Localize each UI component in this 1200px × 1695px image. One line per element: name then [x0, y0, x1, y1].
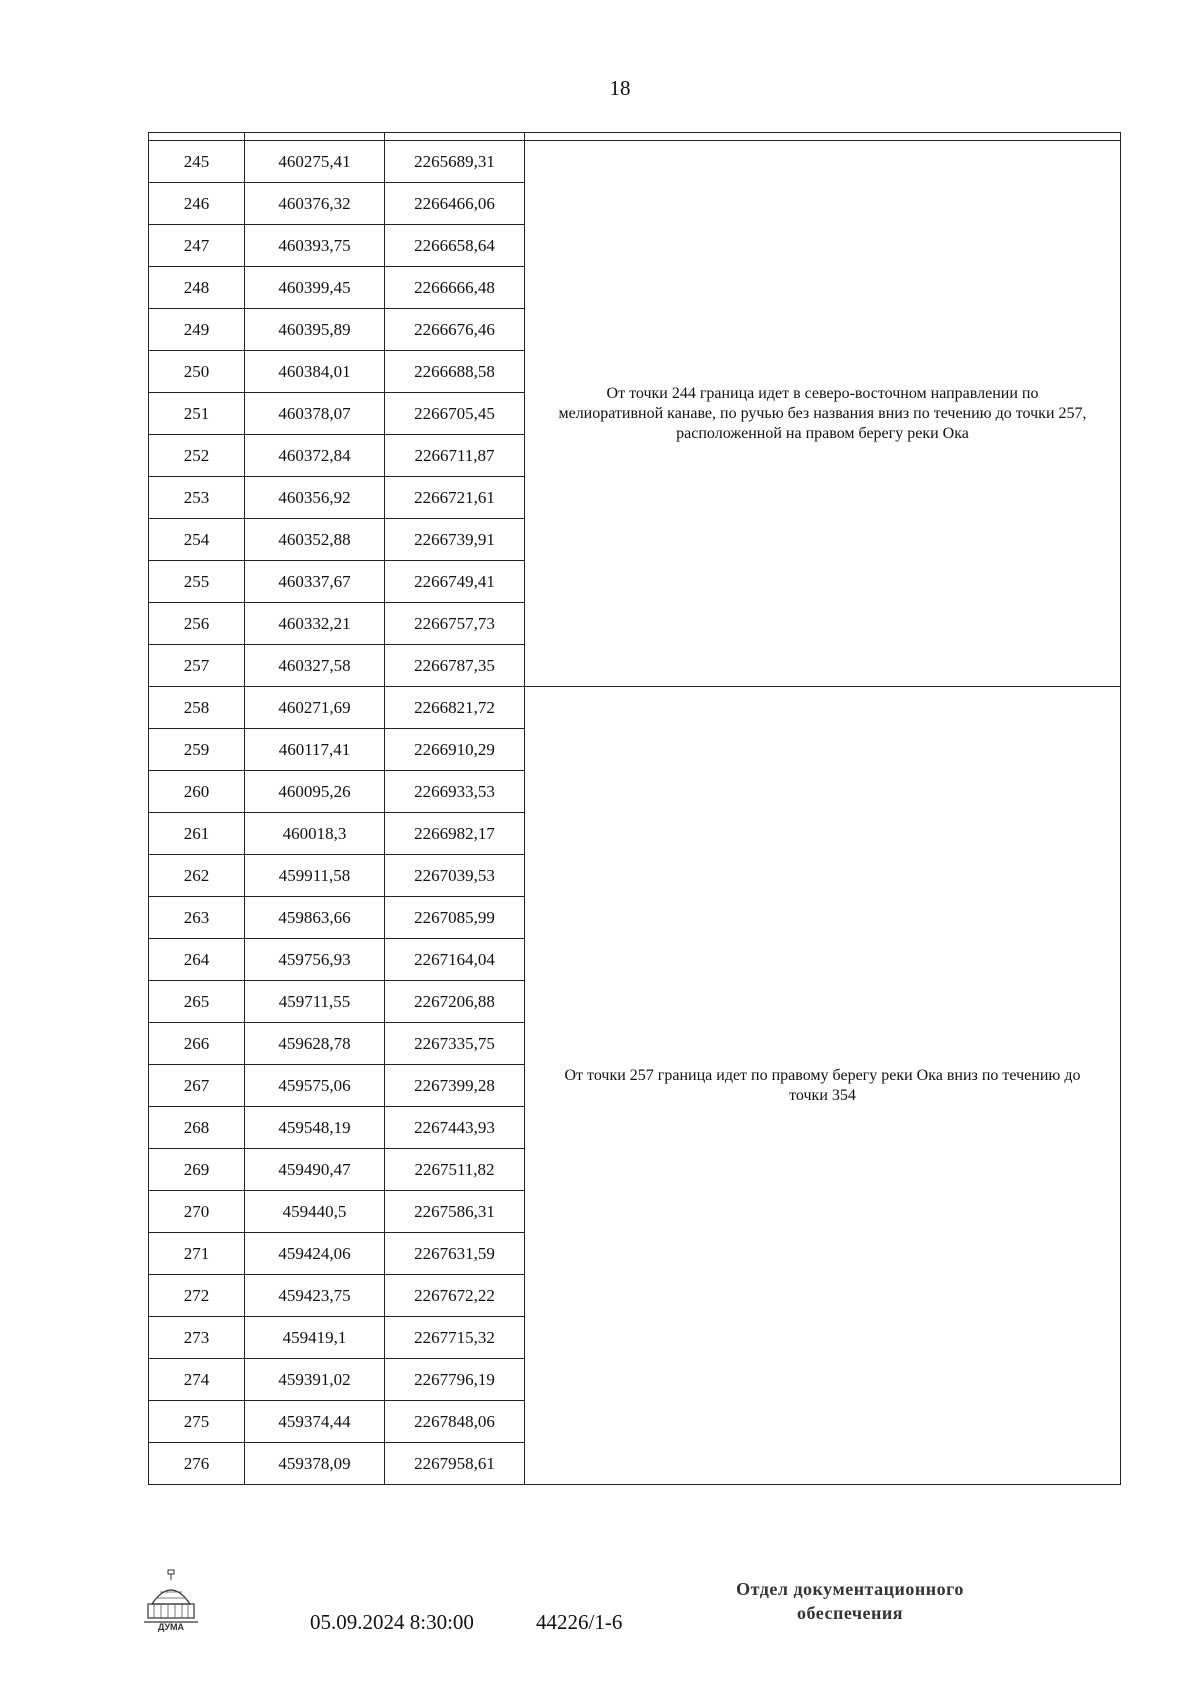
point-number-cell: 276 — [149, 1443, 245, 1485]
y-coordinate-cell: 2267672,22 — [385, 1275, 525, 1317]
point-number-cell: 270 — [149, 1191, 245, 1233]
table-row — [149, 141, 1121, 183]
boundary-description-cell: От точки 244 граница идет в северо-восточном направлении по мелиоративной канаве, по ручью без названия вниз по течению до точки 257, расположенной на правом берегу реки Ока — [525, 141, 1121, 687]
point-number-cell: 267 — [149, 1065, 245, 1107]
y-coordinate-cell: 2266787,35 — [385, 645, 525, 687]
header-stub-cell — [525, 133, 1121, 141]
boundary-description-cell: От точки 257 граница идет по правому берегу реки Ока вниз по течению до точки 354 — [525, 687, 1121, 1485]
y-coordinate-cell: 2266666,48 — [385, 267, 525, 309]
x-coordinate-cell: 460332,21 — [245, 603, 385, 645]
y-coordinate-cell: 2266749,41 — [385, 561, 525, 603]
x-coordinate-cell: 460356,92 — [245, 477, 385, 519]
x-coordinate-cell: 460372,84 — [245, 435, 385, 477]
x-coordinate-cell: 459423,75 — [245, 1275, 385, 1317]
x-coordinate-cell: 460275,41 — [245, 141, 385, 183]
point-number-cell: 255 — [149, 561, 245, 603]
point-number-cell: 248 — [149, 267, 245, 309]
y-coordinate-cell: 2267399,28 — [385, 1065, 525, 1107]
point-number-cell: 257 — [149, 645, 245, 687]
y-coordinate-cell: 2266688,58 — [385, 351, 525, 393]
y-coordinate-cell: 2266910,29 — [385, 729, 525, 771]
y-coordinate-cell: 2266466,06 — [385, 183, 525, 225]
y-coordinate-cell: 2267085,99 — [385, 897, 525, 939]
y-coordinate-cell: 2267039,53 — [385, 855, 525, 897]
point-number-cell: 271 — [149, 1233, 245, 1275]
point-number-cell: 261 — [149, 813, 245, 855]
point-number-cell: 250 — [149, 351, 245, 393]
point-number-cell: 259 — [149, 729, 245, 771]
y-coordinate-cell: 2266721,61 — [385, 477, 525, 519]
point-number-cell: 275 — [149, 1401, 245, 1443]
y-coordinate-cell: 2266739,91 — [385, 519, 525, 561]
y-coordinate-cell: 2267796,19 — [385, 1359, 525, 1401]
point-number-cell: 272 — [149, 1275, 245, 1317]
x-coordinate-cell: 459711,55 — [245, 981, 385, 1023]
x-coordinate-cell: 460337,67 — [245, 561, 385, 603]
y-coordinate-cell: 2267443,93 — [385, 1107, 525, 1149]
y-coordinate-cell: 2265689,31 — [385, 141, 525, 183]
y-coordinate-cell: 2267206,88 — [385, 981, 525, 1023]
y-coordinate-cell: 2266982,17 — [385, 813, 525, 855]
point-number-cell: 258 — [149, 687, 245, 729]
point-number-cell: 251 — [149, 393, 245, 435]
y-coordinate-cell: 2267511,82 — [385, 1149, 525, 1191]
x-coordinate-cell: 460378,07 — [245, 393, 385, 435]
point-number-cell: 264 — [149, 939, 245, 981]
y-coordinate-cell: 2266711,87 — [385, 435, 525, 477]
x-coordinate-cell: 459575,06 — [245, 1065, 385, 1107]
y-coordinate-cell: 2266658,64 — [385, 225, 525, 267]
point-number-cell: 273 — [149, 1317, 245, 1359]
y-coordinate-cell: 2267848,06 — [385, 1401, 525, 1443]
x-coordinate-cell: 459391,02 — [245, 1359, 385, 1401]
y-coordinate-cell: 2267958,61 — [385, 1443, 525, 1485]
y-coordinate-cell: 2266933,53 — [385, 771, 525, 813]
y-coordinate-cell: 2267715,32 — [385, 1317, 525, 1359]
x-coordinate-cell: 459548,19 — [245, 1107, 385, 1149]
x-coordinate-cell: 459911,58 — [245, 855, 385, 897]
x-coordinate-cell: 459756,93 — [245, 939, 385, 981]
x-coordinate-cell: 460384,01 — [245, 351, 385, 393]
x-coordinate-cell: 459378,09 — [245, 1443, 385, 1485]
point-number-cell: 269 — [149, 1149, 245, 1191]
x-coordinate-cell: 460393,75 — [245, 225, 385, 267]
y-coordinate-cell: 2266676,46 — [385, 309, 525, 351]
y-coordinate-cell: 2267335,75 — [385, 1023, 525, 1065]
department-line-1: Отдел документационного — [736, 1579, 964, 1599]
footer-datetime: 05.09.2024 8:30:00 — [310, 1610, 474, 1634]
point-number-cell: 245 — [149, 141, 245, 183]
point-number-cell: 256 — [149, 603, 245, 645]
x-coordinate-cell: 459628,78 — [245, 1023, 385, 1065]
point-number-cell: 263 — [149, 897, 245, 939]
point-number-cell: 252 — [149, 435, 245, 477]
point-number-cell: 254 — [149, 519, 245, 561]
x-coordinate-cell: 460376,32 — [245, 183, 385, 225]
point-number-cell: 247 — [149, 225, 245, 267]
x-coordinate-cell: 459374,44 — [245, 1401, 385, 1443]
y-coordinate-cell: 2267631,59 — [385, 1233, 525, 1275]
x-coordinate-cell: 459863,66 — [245, 897, 385, 939]
footer-doc-number: 44226/1-6 — [536, 1610, 623, 1634]
coordinates-table — [148, 132, 1121, 1485]
table-row — [149, 687, 1121, 729]
x-coordinate-cell: 460395,89 — [245, 309, 385, 351]
x-coordinate-cell: 460399,45 — [245, 267, 385, 309]
footer-department — [700, 1577, 1000, 1625]
y-coordinate-cell: 2266705,45 — [385, 393, 525, 435]
x-coordinate-cell: 460018,3 — [245, 813, 385, 855]
x-coordinate-cell: 460271,69 — [245, 687, 385, 729]
y-coordinate-cell: 2267164,04 — [385, 939, 525, 981]
y-coordinate-cell: 2267586,31 — [385, 1191, 525, 1233]
x-coordinate-cell: 459440,5 — [245, 1191, 385, 1233]
x-coordinate-cell: 460352,88 — [245, 519, 385, 561]
point-number-cell: 265 — [149, 981, 245, 1023]
x-coordinate-cell: 460117,41 — [245, 729, 385, 771]
header-stub-cell — [245, 133, 385, 141]
point-number-cell: 246 — [149, 183, 245, 225]
x-coordinate-cell: 459490,47 — [245, 1149, 385, 1191]
point-number-cell: 268 — [149, 1107, 245, 1149]
page-number: 18 — [609, 76, 631, 100]
x-coordinate-cell: 460095,26 — [245, 771, 385, 813]
header-stub-cell — [149, 133, 245, 141]
duma-logo — [140, 1568, 204, 1632]
point-number-cell: 253 — [149, 477, 245, 519]
y-coordinate-cell: 2266821,72 — [385, 687, 525, 729]
svg-text:ДУМА: ДУМА — [157, 1622, 185, 1632]
table-header-stub-row — [149, 133, 1121, 141]
x-coordinate-cell: 460327,58 — [245, 645, 385, 687]
coordinates-table-body — [149, 133, 1121, 1485]
point-number-cell: 249 — [149, 309, 245, 351]
point-number-cell: 266 — [149, 1023, 245, 1065]
point-number-cell: 274 — [149, 1359, 245, 1401]
header-stub-cell — [385, 133, 525, 141]
point-number-cell: 262 — [149, 855, 245, 897]
point-number-cell: 260 — [149, 771, 245, 813]
x-coordinate-cell: 459419,1 — [245, 1317, 385, 1359]
x-coordinate-cell: 459424,06 — [245, 1233, 385, 1275]
y-coordinate-cell: 2266757,73 — [385, 603, 525, 645]
department-line-2: обеспечения — [797, 1603, 903, 1623]
